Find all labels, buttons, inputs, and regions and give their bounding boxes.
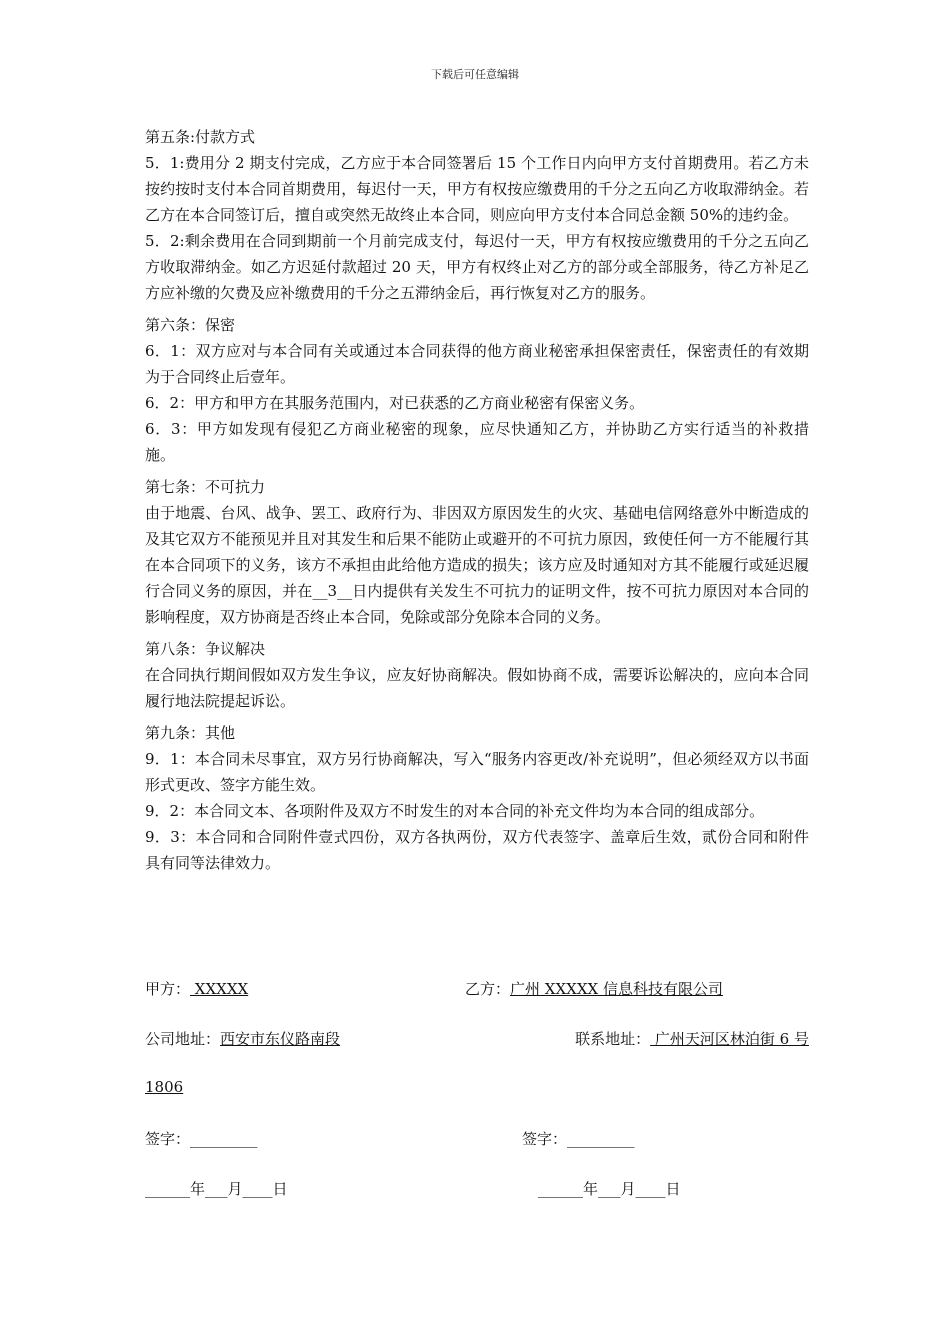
clause-paragraph: 9．2：本合同文本、各项附件及双方不时发生的对本合同的补充文件均为本合同的组成部分。 xyxy=(145,802,765,820)
article-title: 第六条：保密 xyxy=(145,316,236,334)
party-b-value: 广州 XXXXX 信息科技有限公司 xyxy=(510,980,723,998)
contract-body xyxy=(145,124,809,882)
article-title: 第八条：争议解决 xyxy=(145,640,266,658)
company-address-value: 西安市东仪路南段 xyxy=(220,1030,341,1048)
article-5 xyxy=(145,124,809,306)
clause-paragraph: 6．3：甲方如发现有侵犯乙方商业秘密的现象，应尽快通知乙方，并协助乙方实行适当的补救措施。 xyxy=(145,420,809,464)
clause-paragraph: 6．1：双方应对与本合同有关或通过本合同获得的他方商业秘密承担保密责任，保密责任的有效期为于合同终止后壹年。 xyxy=(145,342,809,386)
page-header-note: 下载后可任意编辑 xyxy=(431,68,519,81)
clause-paragraph: 5．1:费用分 2 期支付完成，乙方应于本合同签署后 15 个工作日内向甲方支付首期费用。若乙方未按约按时支付本合同首期费用，每迟付一天，甲方有权按应缴费用的千分之五向乙方收取滞纳金。若乙方在本合同签订后，擅自或突然无故终止本合同，则应向甲方支付本合同总金额 50%的违约金。 xyxy=(145,154,809,224)
party-b-label: 乙方： xyxy=(465,980,511,998)
article-7 xyxy=(145,474,809,630)
party-a-value: XXXXX xyxy=(190,980,249,998)
article-title: 第九条：其他 xyxy=(145,724,236,742)
contact-address-value: 广州天河区林泊街 6 号 xyxy=(650,1030,809,1048)
signature-line-b: 签字：_________ xyxy=(522,1130,635,1148)
signature-line-a: 签字：_________ xyxy=(145,1130,258,1148)
contact-address-continuation: 1806 xyxy=(145,1078,184,1096)
clause-paragraph: 5．2:剩余费用在合同到期前一个月前完成支付，每迟付一天，甲方有权按应缴费用的千分之五向乙方收取滞纳金。如乙方迟延付款超过 20 天，甲方有权终止对乙方的部分或全部服务，待乙方补足乙方应补缴的欠费及应补缴费用的千分之五滞纳金后，再行恢复对乙方的服务。 xyxy=(145,232,809,302)
article-title: 第五条:付款方式 xyxy=(145,128,256,146)
company-address xyxy=(145,1028,340,1049)
article-6 xyxy=(145,312,809,468)
clause-paragraph: 9．1：本合同未尽事宜，双方另行协商解决，写入“服务内容更改/补充说明”，但必须经双方以书面形式更改、签字方能生效。 xyxy=(145,750,809,794)
clause-paragraph: 6．2：甲方和甲方在其服务范围内，对已获悉的乙方商业秘密有保密义务。 xyxy=(145,394,645,412)
contact-address xyxy=(575,1028,809,1049)
party-b xyxy=(465,978,723,999)
article-9 xyxy=(145,720,809,876)
date-line-b: ______年___月____日 xyxy=(538,1180,681,1198)
clause-paragraph: 在合同执行期间假如双方发生争议，应友好协商解决。假如协商不成，需要诉讼解决的，应向本合同履行地法院提起诉讼。 xyxy=(145,666,809,710)
article-title: 第七条：不可抗力 xyxy=(145,478,266,496)
date-line-a: ______年___月____日 xyxy=(145,1180,288,1198)
company-address-label: 公司地址： xyxy=(145,1030,221,1048)
clause-paragraph: 9．3：本合同和合同附件壹式四份，双方各执两份，双方代表签字、盖章后生效，贰份合同和附件具有同等法律效力。 xyxy=(145,828,809,872)
clause-paragraph: 由于地震、台风、战争、罢工、政府行为、非因双方原因发生的火灾、基础电信网络意外中断造成的及其它双方不能预见并且对其发生和后果不能防止或避开的不可抗力原因，致使任何一方不能履行其在本合同项下的义务，该方不承担由此给他方造成的损失；该方应及时通知对方其不能履行或延迟履行合同义务的原因，并在__3__日内提供有关发生不可抗力的证明文件，按不可抗力原因对本合同的影响程度，双方协商是否终止本合同，免除或部分免除本合同的义务。 xyxy=(145,504,809,626)
party-a xyxy=(145,978,248,999)
contact-address-label: 联系地址： xyxy=(575,1030,651,1048)
party-a-label: 甲方： xyxy=(145,980,191,998)
article-8 xyxy=(145,636,809,714)
